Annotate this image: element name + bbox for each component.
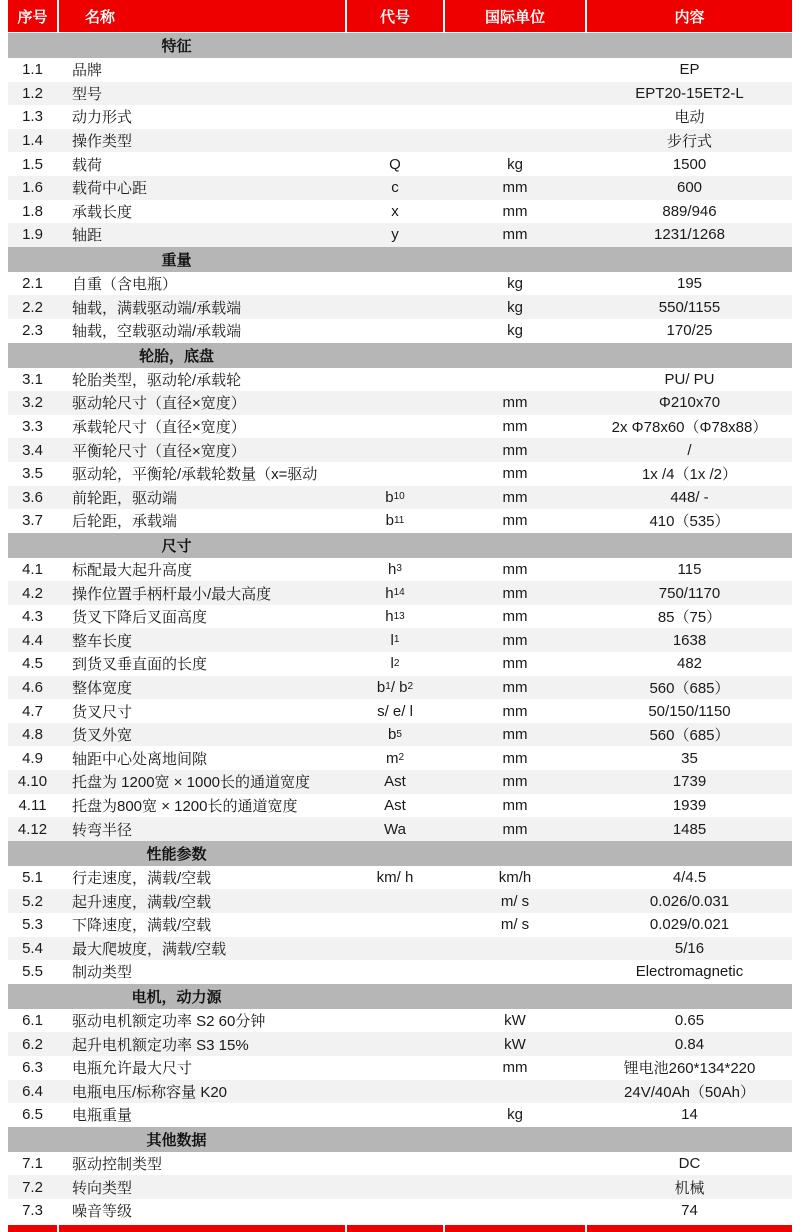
cell-value: 机械 <box>674 1179 705 1197</box>
cell-no: 4.8 <box>22 726 43 744</box>
cell-no: 2.2 <box>22 298 43 316</box>
cell-symbol: Wa <box>384 820 406 838</box>
cell-no: 4.1 <box>22 560 43 578</box>
cell-no: 1.3 <box>22 108 43 126</box>
cell-no: 4.5 <box>22 655 43 673</box>
cell-value: / <box>687 441 692 459</box>
cell-value: 600 <box>676 179 703 197</box>
cell-name: 转弯半径 <box>72 821 133 839</box>
table-row <box>8 628 792 652</box>
section-title: 电机，动力源 <box>131 988 222 1006</box>
cell-name: 起升速度，满载/空载 <box>72 893 212 911</box>
cell-value: 35 <box>681 749 698 767</box>
cell-value: 550/1155 <box>658 298 721 316</box>
cell-unit: mm <box>502 726 528 744</box>
cell-value: DC <box>678 1155 701 1173</box>
table-row <box>8 223 792 247</box>
cell-value: PU/ PU <box>664 370 715 388</box>
cell-no: 3.2 <box>22 394 43 412</box>
cell-value: 0.026/0.031 <box>649 892 730 910</box>
cell-value: 14 <box>681 1106 698 1124</box>
cell-no: 6.3 <box>22 1059 43 1077</box>
cell-name: 驱动控制类型 <box>72 1156 163 1174</box>
table-row <box>8 462 792 486</box>
section-header <box>8 533 792 558</box>
cell-no: 1.6 <box>22 179 43 197</box>
table-row <box>8 699 792 723</box>
cell-unit: kg <box>507 275 523 293</box>
cell-value: Φ210x70 <box>658 394 721 412</box>
cell-unit: mm <box>502 820 528 838</box>
cell-name: 后轮距，承载端 <box>72 513 178 531</box>
table-body <box>8 33 792 1223</box>
cell-unit: mm <box>502 179 528 197</box>
cell-name: 最大爬坡度，满载/空载 <box>72 940 227 958</box>
cell-unit: km/h <box>498 869 532 887</box>
table-row <box>8 937 792 961</box>
cell-value: 步行式 <box>666 133 712 151</box>
cell-name: 制动类型 <box>72 964 133 982</box>
table-row <box>8 105 792 129</box>
cell-unit: mm <box>502 418 528 436</box>
table-row <box>8 509 792 533</box>
cell-symbol: Ast <box>384 773 406 791</box>
section-title: 其他数据 <box>146 1131 207 1149</box>
table-row <box>8 1056 792 1080</box>
table-row <box>8 415 792 439</box>
table-row <box>8 1103 792 1127</box>
table-row <box>8 58 792 82</box>
cell-value: 482 <box>676 655 703 673</box>
cell-value: 24V/40Ah（50Ah） <box>624 1083 755 1101</box>
cell-no: 2.1 <box>22 275 43 293</box>
cell-value: 410（535） <box>649 513 730 531</box>
column-header-symbol: 代号 <box>347 0 443 32</box>
cell-no: 6.2 <box>22 1035 43 1053</box>
cell-symbol: y <box>391 226 399 244</box>
cell-value: 195 <box>676 275 703 293</box>
table-row <box>8 794 792 818</box>
cell-unit: mm <box>502 202 528 220</box>
table-row <box>8 1009 792 1033</box>
cell-unit: mm <box>502 394 528 412</box>
cell-name: 轴载，满载驱动端/承载端 <box>72 299 242 317</box>
cell-name: 起升电机额定功率 S3 15% <box>72 1036 249 1054</box>
cell-value: 0.84 <box>674 1035 705 1053</box>
cell-unit: mm <box>502 465 528 483</box>
cell-symbol: l 1 <box>390 631 400 649</box>
bottom-red-bar <box>8 1225 792 1232</box>
section-title: 特征 <box>161 38 192 55</box>
cell-value: 115 <box>677 560 702 578</box>
cell-no: 4.7 <box>22 702 43 720</box>
section-header <box>8 247 792 272</box>
cell-no: 3.6 <box>22 488 43 506</box>
table-row <box>8 176 792 200</box>
table-row <box>8 129 792 153</box>
cell-value: 0.029/0.021 <box>649 916 730 934</box>
cell-value: 5/16 <box>674 939 705 957</box>
cell-unit: mm <box>502 749 528 767</box>
cell-no: 6.4 <box>22 1082 43 1100</box>
cell-name: 托盘为800宽 × 1200长的通道宽度 <box>72 797 298 815</box>
section-header <box>8 984 792 1009</box>
cell-symbol: Ast <box>384 796 406 814</box>
cell-symbol: c <box>391 179 399 197</box>
bottom-bar-segment <box>445 1225 585 1232</box>
cell-no: 5.1 <box>22 869 43 887</box>
table-row <box>8 746 792 770</box>
section-title: 尺寸 <box>161 537 192 555</box>
column-header-unit: 国际单位 <box>445 0 585 32</box>
cell-no: 4.10 <box>17 773 48 791</box>
cell-no: 7.2 <box>22 1178 43 1196</box>
table-row <box>8 652 792 676</box>
bottom-bar-segment <box>59 1225 345 1232</box>
bottom-bar-segment <box>587 1225 792 1232</box>
cell-value: 4/4.5 <box>672 869 707 887</box>
cell-no: 3.3 <box>22 418 43 436</box>
cell-name: 整车长度 <box>72 632 133 650</box>
cell-symbol: h 13 <box>385 608 405 626</box>
table-row <box>8 272 792 296</box>
cell-value: 74 <box>681 1202 698 1220</box>
cell-unit: mm <box>502 560 528 578</box>
cell-name: 下降速度，满载/空载 <box>72 917 212 935</box>
cell-name: 轮胎类型，驱动轮/承载轮 <box>72 371 242 389</box>
table-row <box>8 319 792 343</box>
cell-name: 到货叉垂直面的长度 <box>72 656 208 674</box>
cell-no: 6.5 <box>22 1106 43 1124</box>
cell-name: 载荷中心距 <box>72 180 148 198</box>
cell-symbol: l 2 <box>390 655 400 673</box>
cell-unit: mm <box>502 512 528 530</box>
cell-no: 3.5 <box>22 465 43 483</box>
cell-name: 品牌 <box>72 62 103 80</box>
cell-no: 4.9 <box>22 749 43 767</box>
cell-value: Electromagnetic <box>635 963 744 981</box>
cell-symbol: b 11 <box>385 512 405 530</box>
cell-no: 1.9 <box>22 226 43 244</box>
cell-no: 4.12 <box>17 820 48 838</box>
cell-symbol: b 1 / b 2 <box>376 678 414 696</box>
cell-value: 560（685） <box>649 679 730 697</box>
cell-name: 行走速度，满载/空载 <box>72 870 212 888</box>
cell-unit: kg <box>507 298 523 316</box>
table-row <box>8 866 792 890</box>
cell-unit: mm <box>502 226 528 244</box>
cell-name: 驱动轮尺寸（直径×宽度） <box>72 395 246 413</box>
cell-name: 驱动轮，平衡轮/承载轮数量（x=驱动 <box>72 466 318 484</box>
cell-symbol: h 3 <box>388 560 402 578</box>
cell-no: 3.7 <box>22 512 43 530</box>
cell-no: 4.2 <box>22 584 43 602</box>
cell-unit: mm <box>502 655 528 673</box>
cell-no: 7.3 <box>22 1202 43 1220</box>
table-row <box>8 558 792 582</box>
cell-name: 承载长度 <box>72 203 133 221</box>
cell-value: 85（75） <box>657 609 722 627</box>
cell-name: 自重（含电瓶） <box>72 276 178 294</box>
cell-unit: m/ s <box>500 892 530 910</box>
table-row <box>8 1032 792 1056</box>
column-header-no: 序号 <box>8 0 57 32</box>
cell-value: EPT20-15ET2-L <box>635 84 744 102</box>
column-header-name: 名称 <box>59 0 345 32</box>
cell-no: 3.4 <box>22 441 43 459</box>
cell-name: 转向类型 <box>72 1179 133 1197</box>
table-header-row <box>8 0 792 32</box>
cell-unit: mm <box>502 584 528 602</box>
cell-no: 4.6 <box>22 678 43 696</box>
cell-no: 1.8 <box>22 202 43 220</box>
cell-name: 托盘为 1200宽 × 1000长的通道宽度 <box>72 774 311 792</box>
cell-unit: mm <box>502 702 528 720</box>
cell-name: 轴载，空载驱动端/承载端 <box>72 323 242 341</box>
cell-no: 3.1 <box>22 370 43 388</box>
cell-no: 5.3 <box>22 916 43 934</box>
cell-unit: kW <box>504 1035 526 1053</box>
cell-symbol: x <box>391 202 399 220</box>
cell-value: 560（685） <box>649 727 730 745</box>
cell-symbol: m 2 <box>385 749 405 767</box>
table-row <box>8 817 792 841</box>
cell-name: 操作类型 <box>72 133 133 151</box>
cell-no: 2.3 <box>22 322 43 340</box>
table-row <box>8 1080 792 1104</box>
table-row <box>8 960 792 984</box>
section-title: 重量 <box>161 251 192 269</box>
cell-name: 型号 <box>72 85 103 103</box>
table-row <box>8 913 792 937</box>
cell-name: 操作位置手柄杆最小/最大高度 <box>72 585 272 603</box>
cell-name: 前轮距，驱动端 <box>72 489 178 507</box>
table-row <box>8 676 792 700</box>
cell-no: 1.1 <box>22 61 43 79</box>
cell-value: 2x Φ78x60（Φ78x88） <box>611 419 768 437</box>
cell-name: 载荷 <box>72 156 103 174</box>
cell-value: 1500 <box>672 155 707 173</box>
cell-unit: mm <box>502 631 528 649</box>
table-row <box>8 581 792 605</box>
table-row <box>8 1199 792 1223</box>
cell-unit: kg <box>507 1106 523 1124</box>
table-row <box>8 391 792 415</box>
cell-symbol: s/ e/ l <box>377 702 413 720</box>
table-row <box>8 82 792 106</box>
cell-value: 锂电池260*134*220 <box>623 1060 756 1078</box>
cell-unit: mm <box>502 796 528 814</box>
cell-unit: mm <box>502 441 528 459</box>
cell-value: 电动 <box>674 109 705 127</box>
table-row <box>8 486 792 510</box>
section-header <box>8 841 792 866</box>
cell-value: 750/1170 <box>658 584 721 602</box>
cell-value: 1939 <box>672 796 707 814</box>
table-row <box>8 889 792 913</box>
cell-name: 平衡轮尺寸（直径×宽度） <box>72 442 246 460</box>
table-row <box>8 770 792 794</box>
cell-symbol: km/ h <box>376 869 414 887</box>
section-title: 性能参数 <box>146 845 207 863</box>
cell-name: 货叉下降后叉面高度 <box>72 609 208 627</box>
cell-name: 电瓶允许最大尺寸 <box>72 1060 193 1078</box>
cell-value: 50/150/1150 <box>648 702 731 720</box>
cell-no: 4.11 <box>18 796 47 814</box>
cell-value: 448/ - <box>670 488 709 506</box>
cell-no: 5.5 <box>22 963 43 981</box>
cell-unit: mm <box>502 488 528 506</box>
column-header-value: 内容 <box>587 0 792 32</box>
cell-symbol: Q <box>389 155 401 173</box>
cell-value: 1x /4（1x /2） <box>641 466 738 484</box>
cell-unit: m/ s <box>500 916 530 934</box>
cell-no: 5.4 <box>22 939 43 957</box>
section-header <box>8 1127 792 1152</box>
cell-unit: mm <box>502 678 528 696</box>
cell-name: 整体宽度 <box>72 679 133 697</box>
cell-no: 4.3 <box>22 608 43 626</box>
cell-name: 承载轮尺寸（直径×宽度） <box>72 419 246 437</box>
cell-name: 噪音等级 <box>72 1203 133 1221</box>
cell-value: 1638 <box>672 631 707 649</box>
cell-name: 标配最大起升高度 <box>72 561 193 579</box>
cell-name: 轴距中心处离地间隙 <box>72 750 208 768</box>
cell-value: EP <box>679 61 700 79</box>
table-row <box>8 1175 792 1199</box>
cell-no: 1.2 <box>22 84 43 102</box>
cell-unit: kg <box>507 322 523 340</box>
cell-unit: kg <box>507 155 523 173</box>
table-row <box>8 723 792 747</box>
cell-name: 电瓶电压/标称容量 K20 <box>72 1083 228 1101</box>
cell-name: 轴距 <box>72 227 103 245</box>
table-row <box>8 152 792 176</box>
cell-no: 4.4 <box>22 631 43 649</box>
cell-name: 电瓶重量 <box>72 1107 133 1125</box>
table-row <box>8 200 792 224</box>
cell-name: 货叉尺寸 <box>72 703 133 721</box>
cell-no: 7.1 <box>22 1155 43 1173</box>
cell-value: 0.65 <box>674 1012 705 1030</box>
cell-no: 1.4 <box>22 132 43 150</box>
bottom-bar-segment <box>347 1225 443 1232</box>
cell-unit: mm <box>502 773 528 791</box>
cell-name: 货叉外宽 <box>72 727 133 745</box>
cell-name: 驱动电机额定功率 S2 60分钟 <box>72 1013 266 1031</box>
cell-unit: mm <box>502 608 528 626</box>
cell-value: 889/946 <box>662 202 717 220</box>
cell-value: 1739 <box>672 773 707 791</box>
table-row <box>8 295 792 319</box>
table-row <box>8 438 792 462</box>
cell-value: 1485 <box>672 820 707 838</box>
table-row <box>8 1152 792 1176</box>
cell-symbol: b 10 <box>385 488 405 506</box>
table-row <box>8 605 792 629</box>
bottom-bar-segment <box>8 1225 57 1232</box>
cell-no: 1.5 <box>22 155 43 173</box>
section-header <box>8 33 792 58</box>
cell-no: 6.1 <box>22 1012 43 1030</box>
cell-name: 动力形式 <box>72 109 133 127</box>
cell-value: 1231/1268 <box>654 226 725 244</box>
cell-symbol: b 5 <box>388 726 402 744</box>
cell-no: 5.2 <box>22 892 43 910</box>
section-title: 轮胎，底盘 <box>138 347 214 365</box>
cell-unit: kW <box>504 1012 526 1030</box>
cell-value: 170/25 <box>666 322 713 340</box>
section-header <box>8 343 792 368</box>
table-row <box>8 368 792 392</box>
cell-unit: mm <box>502 1059 528 1077</box>
cell-symbol: h 14 <box>385 584 405 602</box>
